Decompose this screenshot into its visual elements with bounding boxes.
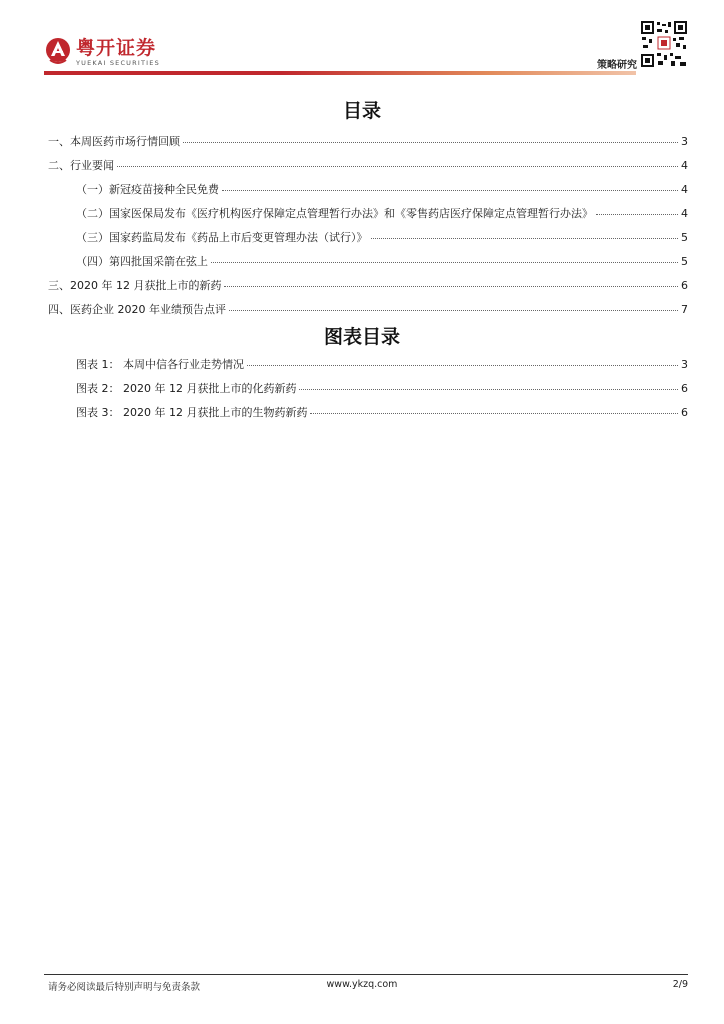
- toc-entry-2-4[interactable]: [48, 253, 688, 277]
- dot-leader: [371, 238, 679, 239]
- brand-name-en: YUEKAI SECURITIES: [76, 59, 160, 67]
- dot-leader: [224, 286, 678, 287]
- toc-entry-page: 6: [681, 279, 688, 292]
- toc-entry-page: 5: [681, 231, 688, 244]
- dot-leader: [247, 365, 678, 366]
- toc-entry-text: 四、医药企业 2020 年业绩预告点评: [48, 303, 226, 316]
- qr-code-icon: [640, 20, 688, 68]
- toc-entry-page: 4: [681, 183, 688, 196]
- figure-entry-2[interactable]: [48, 380, 688, 404]
- figures-title: 图表目录: [323, 326, 400, 348]
- toc-entry-page: 4: [681, 207, 688, 220]
- figure-entry-text: 图表 3： 2020 年 12 月获批上市的生物药新药: [76, 406, 308, 419]
- toc-entry-text: 二、行业要闻: [48, 159, 114, 172]
- dot-leader: [211, 262, 678, 263]
- toc-entry-text: （一）新冠疫苗接种全民免费: [76, 183, 219, 196]
- report-type-label: 策略研究: [597, 60, 637, 71]
- dot-leader: [229, 310, 678, 311]
- toc-title: 目录: [342, 100, 381, 122]
- figure-entry-page: 6: [681, 406, 688, 419]
- toc-entry-page: 4: [681, 159, 688, 172]
- toc-entry-page: 5: [681, 255, 688, 268]
- toc-entry-text: 三、2020 年 12 月获批上市的新药: [48, 279, 222, 292]
- toc-entry-2-1[interactable]: [48, 181, 688, 205]
- table-of-contents: [48, 133, 688, 325]
- toc-entry-page: 3: [681, 135, 688, 148]
- footer-website-link[interactable]: www.ykzq.com: [326, 979, 398, 990]
- dot-leader: [310, 413, 678, 414]
- dot-leader: [222, 190, 678, 191]
- brand-name-cn: 粤开证券: [76, 37, 157, 59]
- dot-leader: [183, 142, 678, 143]
- brand-logo: [44, 36, 160, 67]
- list-of-figures: [48, 356, 688, 428]
- yuekai-logo-icon: [44, 36, 72, 66]
- toc-entry-text: （四）第四批国采箭在弦上: [76, 255, 208, 268]
- dot-leader: [117, 166, 678, 167]
- figure-entry-page: 3: [681, 358, 688, 371]
- header-divider: [44, 71, 636, 75]
- footer-disclaimer: 请务必阅读最后特别声明与免责条款: [48, 982, 201, 993]
- footer-divider: [44, 974, 688, 975]
- footer-page-number: 2/9: [672, 979, 688, 990]
- figure-entry-text: 图表 1： 本周中信各行业走势情况: [76, 358, 244, 371]
- toc-entry-3[interactable]: [48, 277, 688, 301]
- toc-entry-text: 一、本周医药市场行情回顾: [48, 135, 180, 148]
- toc-entry-text: （二）国家医保局发布《医疗机构医疗保障定点管理暂行办法》和《零售药店医疗保障定点管理暂行办法》: [76, 207, 593, 220]
- figure-entry-page: 6: [681, 382, 688, 395]
- toc-entry-page: 7: [681, 303, 688, 316]
- dot-leader: [299, 389, 678, 390]
- figure-entry-3[interactable]: [48, 404, 688, 428]
- toc-entry-text: （三）国家药监局发布《药品上市后变更管理办法（试行）》: [76, 231, 368, 244]
- toc-entry-2-2[interactable]: [48, 205, 688, 229]
- figure-entry-text: 图表 2： 2020 年 12 月获批上市的化药新药: [76, 382, 297, 395]
- toc-entry-1[interactable]: [48, 133, 688, 157]
- toc-entry-2[interactable]: [48, 157, 688, 181]
- dot-leader: [596, 214, 678, 215]
- toc-entry-2-3[interactable]: [48, 229, 688, 253]
- figure-entry-1[interactable]: [48, 356, 688, 380]
